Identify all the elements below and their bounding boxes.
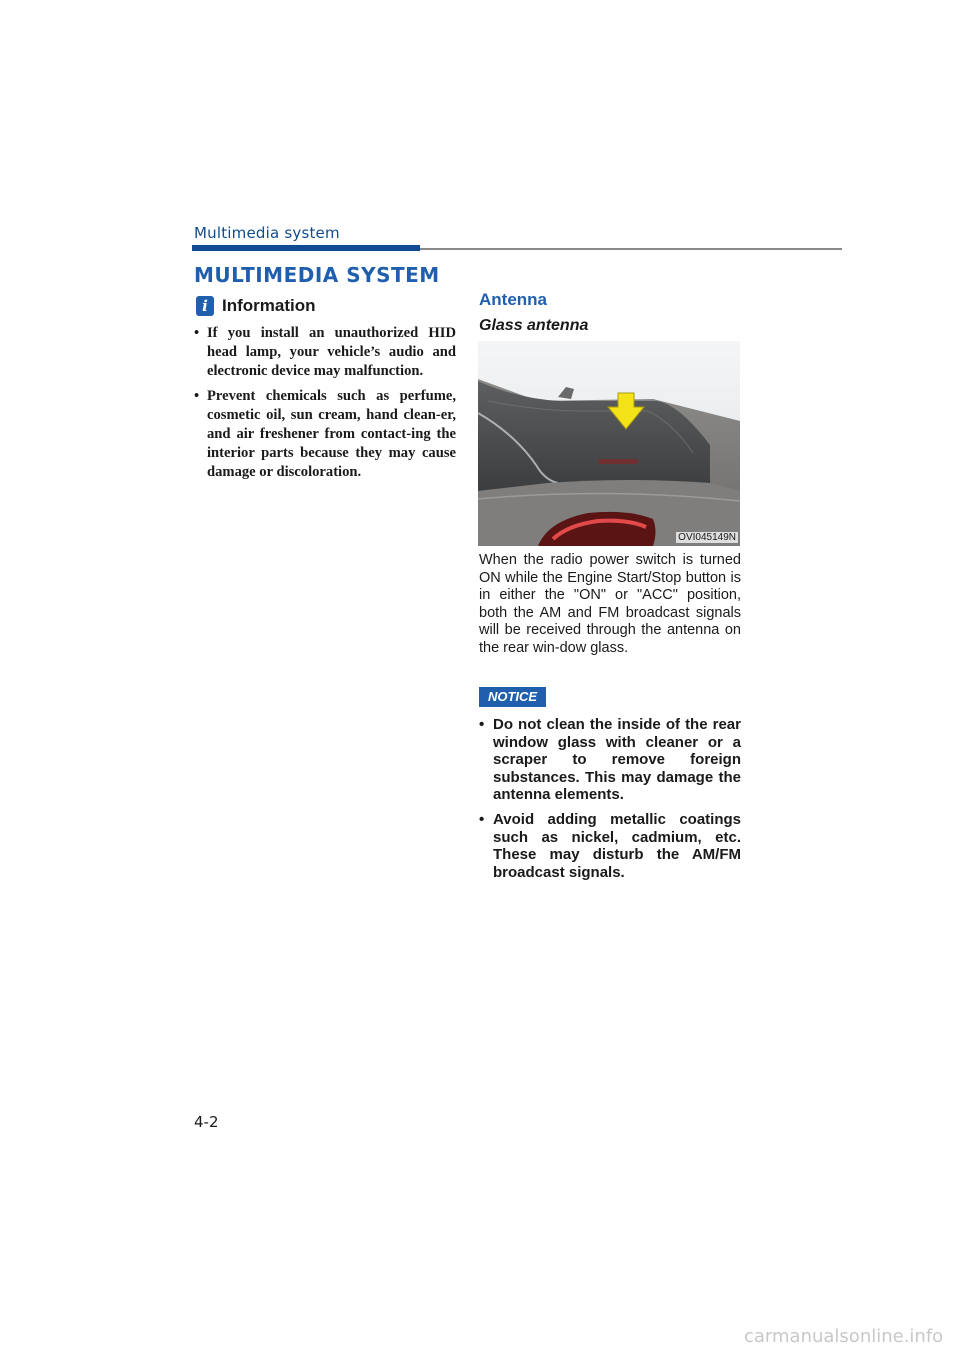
- page-number: 4-2: [194, 1113, 219, 1131]
- notice-list: [479, 716, 741, 888]
- notice-badge: NOTICE: [479, 687, 546, 707]
- header-rule-accent: [192, 245, 420, 251]
- information-item-text: Prevent chemicals such as perfume, cosmetic oil, sun cream, hand clean-er, and air freshener from contact-ing the interior parts because they may cause damage or discoloration.: [207, 388, 456, 480]
- bullet-icon: •: [194, 388, 200, 404]
- information-heading: [196, 296, 316, 316]
- figure-code: OVI045149N: [678, 532, 736, 543]
- watermark: carmanualsonline.info: [744, 1326, 944, 1347]
- glass-antenna-subtitle: Glass antenna: [479, 317, 589, 334]
- information-item-text: If you install an unauthorized HID head lamp, your vehicle’s audio and electronic device may malfunction.: [207, 325, 456, 379]
- notice-item: [479, 716, 741, 804]
- notice-item: [479, 811, 741, 881]
- bullet-icon: •: [194, 325, 200, 341]
- notice-item-text: Avoid adding metallic coatings such as nickel, cadmium, etc. These may disturb the AM/FM broadcast signals.: [493, 810, 741, 881]
- antenna-title: Antenna: [479, 290, 547, 309]
- section-title: MULTIMEDIA SYSTEM: [194, 263, 440, 287]
- bullet-icon: •: [479, 716, 485, 733]
- rear-window-antenna-figure: [478, 341, 740, 546]
- antenna-description: When the radio power switch is turned ON while the Engine Start/Stop button is in either the "ON" or "ACC" position, both the AM and FM broadcast signals will be received through the antenna on the rear win-dow glass.: [479, 552, 741, 656]
- information-item: [194, 387, 456, 482]
- chapter-label: Multimedia system: [194, 224, 340, 242]
- information-list: [194, 324, 456, 488]
- information-title: Information: [222, 296, 316, 315]
- car-rear-illustration: [478, 341, 740, 546]
- info-icon: i: [196, 296, 214, 316]
- information-item: [194, 324, 456, 381]
- notice-item-text: Do not clean the inside of the rear window glass with cleaner or a scraper to remove foreign substances. This may damage the antenna elements.: [493, 716, 741, 804]
- header-rule: [420, 248, 842, 250]
- bullet-icon: •: [479, 810, 485, 828]
